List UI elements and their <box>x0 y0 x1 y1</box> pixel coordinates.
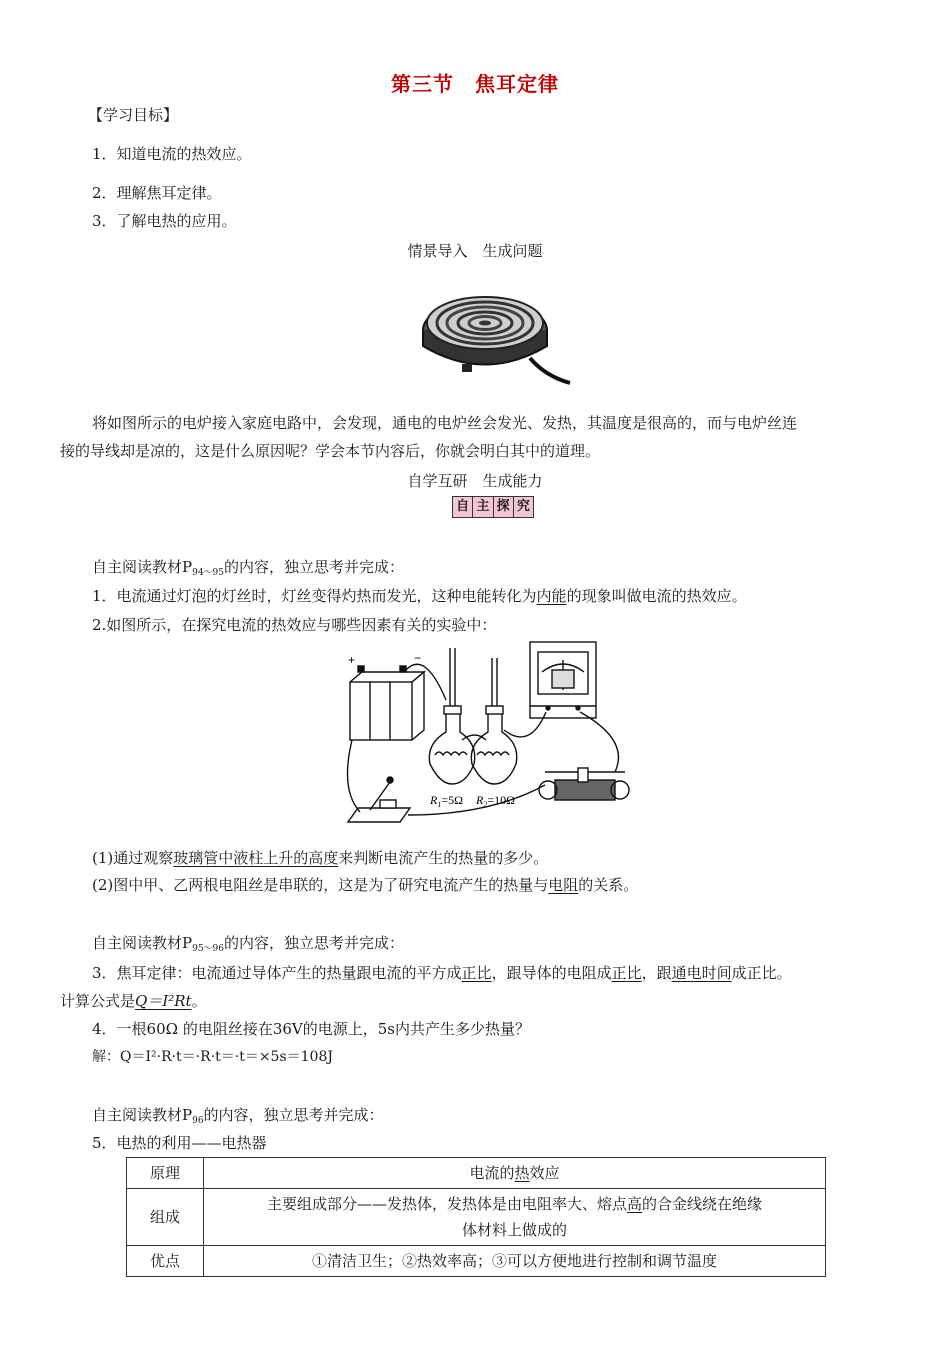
question-5: 5．电热的利用——电热器 <box>92 1134 267 1152</box>
intro-paragraph-line: 将如图所示的电炉接入家庭电路中，会发现，通电的电炉丝会发光、发热，其温度是很高的，而与电炉丝连 <box>92 414 798 432</box>
answer-blank: 高 <box>626 1195 642 1213</box>
table-row <box>127 1246 826 1277</box>
intro-paragraph-line: 接的导线却是凉的，这是什么原因呢？学会本节内容后，你就会明白其中的道理。 <box>60 442 601 460</box>
objective-item: 2．理解焦耳定律。 <box>92 184 222 202</box>
question-3: 3．焦耳定律：电流通过导体产生的热量跟电流的平方成正比，跟导体的电阻成正比，跟通电时间成正比。 <box>92 964 792 982</box>
reading-instruction: 自主阅读教材$P_{96}$的内容，独立思考并完成： <box>92 1106 384 1126</box>
question-4: 4．一根60Ω 的电阻丝接在36V的电源上，5s内共产生多少热量？ <box>92 1020 530 1038</box>
badge-char: 自 <box>453 497 473 517</box>
badge-char: 究 <box>516 499 530 514</box>
answer-blank: 热 <box>514 1164 530 1182</box>
table-value: ①清洁卫生；②热效率高；③可以方便地进行控制和调节温度 <box>204 1246 826 1277</box>
objective-item: 1．知道电流的热效应。 <box>92 145 252 163</box>
answer-blank: 正比 <box>461 964 492 982</box>
table-row <box>127 1189 826 1246</box>
answer-blank: 玻璃管中液柱上升的高度 <box>173 849 339 867</box>
objectives-header: 【学习目标】 <box>88 106 179 124</box>
self-explore-badge <box>452 496 534 518</box>
table-value: 主要组成部分——发热体，发热体是由电阻率大、熔点高的合金线绕在绝缘体材料上做成的 <box>204 1189 826 1246</box>
answer-blank: 内能 <box>536 587 567 605</box>
svg-text:+: + <box>348 653 356 667</box>
svg-text:−: − <box>414 651 422 665</box>
svg-text:R1=5Ω: $R_1=5\Omega$ <box>430 793 464 809</box>
electric-heater-table <box>126 1157 826 1277</box>
table-key: 优点 <box>127 1246 204 1277</box>
answer-blank: 正比 <box>611 964 642 982</box>
question-2-1: (1)通过观察玻璃管中液柱上升的高度来判断电流产生的热量的多少。 <box>92 849 549 867</box>
svg-text:R2=10Ω: $R_2=10\Omega$ <box>476 793 516 809</box>
table-row <box>127 1158 826 1189</box>
question-1: 1．电流通过灯泡的灯丝时，灯丝变得灼热而发光，这种电能转化为内能的现象叫做电流的热效应。 <box>92 587 747 605</box>
answer-blank: 电阻 <box>548 876 579 894</box>
question-3-formula: 计算公式是Q＝I²Rt。 <box>60 992 207 1010</box>
electric-stove-image <box>410 268 580 396</box>
table-key: 原理 <box>127 1158 204 1189</box>
badge-char: 探 <box>494 497 514 517</box>
reading-instruction: 自主阅读教材$P_{95\sim 96}$的内容，独立思考并完成： <box>92 934 405 954</box>
page-title: 第三节 焦耳定律 <box>391 72 559 96</box>
question-2: 2.如图所示，在探究电流的热效应与哪些因素有关的实验中： <box>92 616 497 634</box>
question-4-solution: 解：Q＝I²·R·t＝·R·t＝·t＝×5s＝108J <box>92 1049 333 1065</box>
table-value: 电流的热效应 <box>204 1158 826 1189</box>
badge-char: 主 <box>473 497 493 517</box>
table-key: 组成 <box>127 1189 204 1246</box>
objective-item: 3．了解电热的应用。 <box>92 212 237 230</box>
reading-instruction: 自主阅读教材$P_{94\sim 95}$的内容，独立思考并完成： <box>92 558 405 578</box>
answer-blank: Q＝I²Rt <box>135 992 192 1010</box>
intro-heading: 情景导入 生成问题 <box>407 242 543 260</box>
joule-experiment-figure <box>340 640 640 830</box>
question-2-2: (2)图中甲、乙两根电阻丝是串联的，这是为了研究电流产生的热量与电阻的关系。 <box>92 876 639 894</box>
answer-blank: 通电时间 <box>671 964 732 982</box>
self-study-heading: 自学互研 生成能力 <box>407 472 543 490</box>
